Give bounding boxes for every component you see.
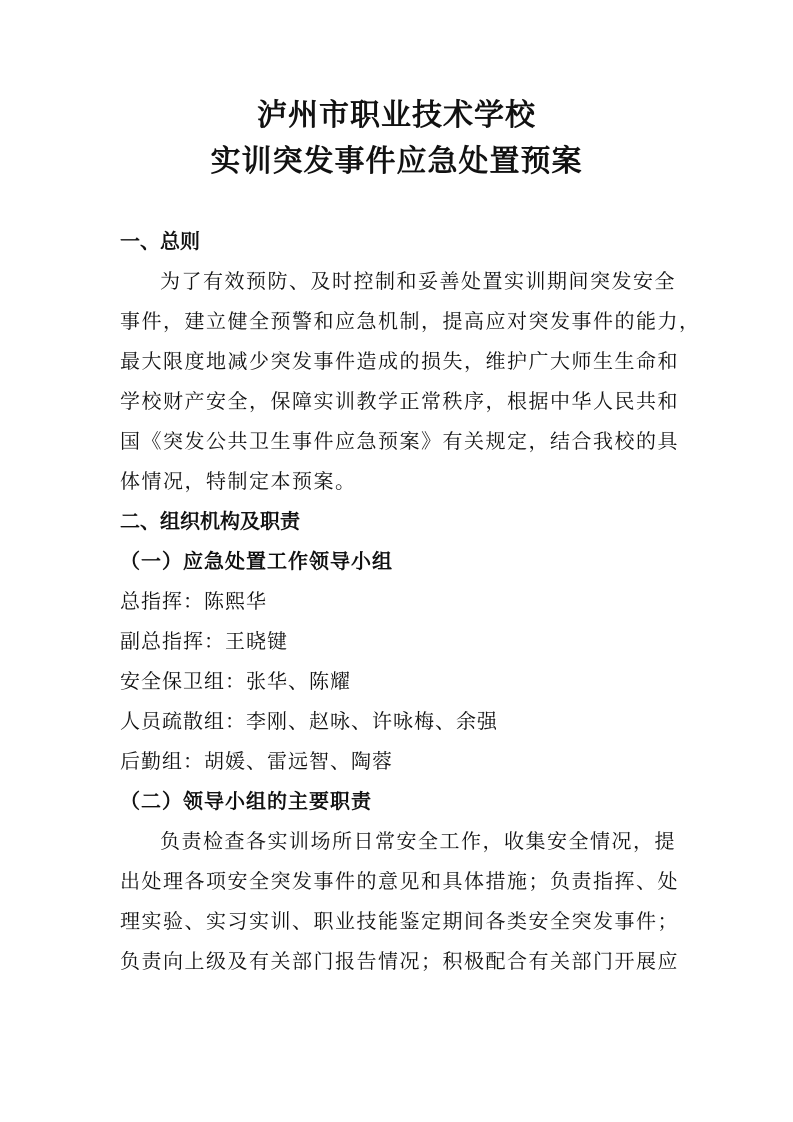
- section-heading-organization: 二、组织机构及职责: [120, 509, 300, 533]
- subsection-heading-duties: （二）领导小组的主要职责: [120, 789, 372, 813]
- member-line-evacuation-group: 人员疏散组：李刚、赵咏、许咏梅、余强: [120, 709, 498, 733]
- paragraph-line: 理实验、实习实训、职业技能鉴定期间各类安全突发事件；: [120, 909, 679, 933]
- subsection-heading-leadership-group: （一）应急处置工作领导小组: [120, 549, 393, 573]
- document-title-school: 泸州市职业技术学校: [257, 98, 536, 133]
- paragraph-line: 负责向上级及有关部门报告情况；积极配合有关部门开展应: [120, 949, 679, 973]
- paragraph-line: 出处理各项安全突发事件的意见和具体措施；负责指挥、处: [120, 869, 679, 893]
- paragraph-line: 事件，建立健全预警和应急机制，提高应对突发事件的能力，: [120, 309, 701, 333]
- document-title-plan: 实训突发事件应急处置预案: [210, 144, 583, 179]
- member-line-commander: 总指挥：陈熙华: [120, 589, 267, 613]
- member-line-logistics-group: 后勤组：胡媛、雷远智、陶蓉: [120, 749, 393, 773]
- member-line-deputy-commander: 副总指挥：王晓键: [120, 629, 288, 653]
- member-line-security-group: 安全保卫组：张华、陈耀: [120, 669, 351, 693]
- paragraph-line: 学校财产安全，保障实训教学正常秩序，根据中华人民共和: [120, 389, 679, 413]
- paragraph-line: 体情况，特制定本预案。: [120, 469, 357, 493]
- paragraph-line: 负责检查各实训场所日常安全工作，收集安全情况，提: [160, 829, 676, 853]
- paragraph-line: 最大限度地减少突发事件造成的损失，维护广大师生生命和: [120, 349, 679, 373]
- paragraph-line: 为了有效预防、及时控制和妥善处置实训期间突发安全: [160, 269, 676, 293]
- section-heading-general: 一、总则: [120, 229, 200, 253]
- paragraph-line: 国《突发公共卫生事件应急预案》有关规定，结合我校的具: [120, 429, 679, 453]
